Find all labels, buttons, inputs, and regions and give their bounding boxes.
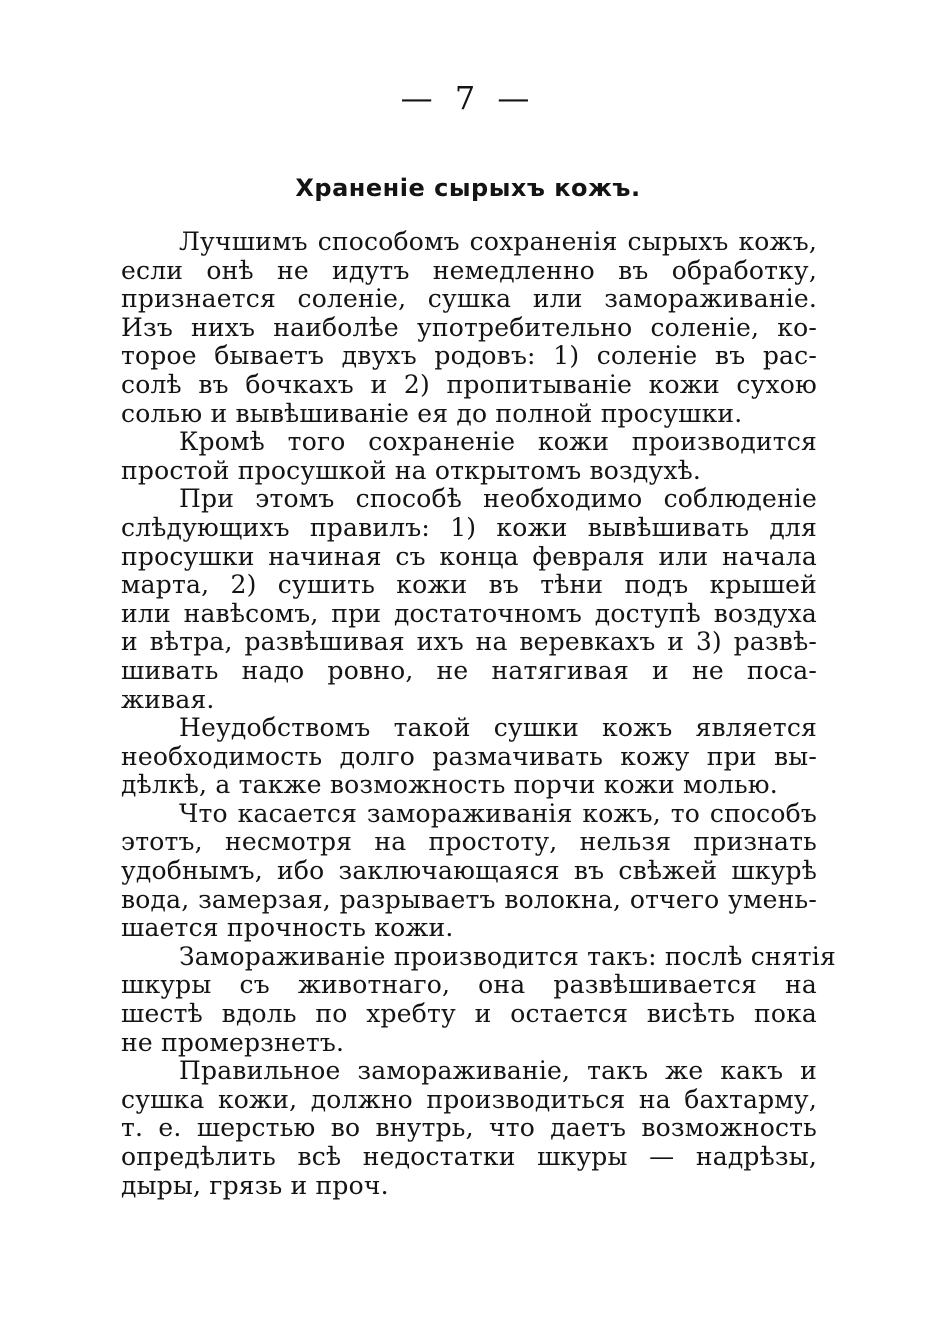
text-line: При этомъ способѣ необходимо соблюденіе [179,484,817,514]
text-line: живая. [121,684,215,714]
text-line: Правильное замораживаніе, такъ же какъ и [179,1056,817,1086]
text-line: сушка кожи, должно производиться на бахтарму, [121,1084,817,1114]
text-line: опредѣлить всѣ недостатки шкуры — надрѣзы, [121,1142,817,1171]
text-line: не промерзнетъ. [121,1027,345,1057]
text-line: Что касается замораживанія кожъ, то способъ [179,798,817,828]
text-line: Изъ нихъ наиболѣе употребительно соленіе, ко- [121,312,817,342]
text-line: этотъ, несмотря на простоту, нельзя признать [121,827,817,857]
text-line: Лучшимъ способомъ сохраненія сырыхъ кожъ, [179,227,817,256]
text-line: просушки начиная съ конца февраля или начала [121,541,817,571]
text-line: если онѣ не идутъ немедленно въ обработку, [121,255,817,285]
section-heading: Храненіе сырыхъ кожъ. [295,174,641,202]
text-line: простой просушкой на открытомъ воздухѣ. [121,455,702,485]
text-line: Кромѣ того сохраненіе кожи производится [179,427,817,457]
text-line: Неудобствомъ такой сушки кожъ является [179,713,817,743]
text-line: или навѣсомъ, при достаточномъ доступѣ воздуха [121,598,817,628]
text-line: солѣ въ бочкахъ и 2) пропитываніе кожи сухою [121,369,817,399]
body-text [121,227,836,1200]
text-line: необходимость долго размачивать кожу при вы- [121,741,817,771]
text-line: шестѣ вдоль по хребту и остается висѣть пока [121,999,817,1029]
text-line: дѣлкѣ, а также возможность порчи кожи молью. [121,770,778,800]
text-line: солью и вывѣшиваніе ея до полной просушки. [121,398,743,428]
text-line: удобнымъ, ибо заключающаяся въ свѣжей шкурѣ [121,856,817,886]
page-number: — 7 — [400,79,536,117]
text-line: марта, 2) сушить кожи въ тѣни подъ крышей [121,570,817,600]
text-line: торое бываетъ двухъ родовъ: 1) соленіе въ рас- [121,341,817,371]
text-line: дыры, грязь и проч. [121,1170,389,1200]
text-line: шается прочность кожи. [121,913,454,943]
text-line: слѣдующихъ правилъ: 1) кожи вывѣшивать для [121,512,817,542]
text-line: шкуры съ животнаго, она развѣшивается на [121,970,817,1000]
text-line: шивать надо ровно, не натягивая и не поса- [121,655,817,685]
text-line: Замораживаніе производится такъ: послѣ снятія [179,941,836,971]
text-line: вода, замерзая, разрываетъ волокна, отчего умень- [121,884,817,914]
text-line: т. е. шерстью во внутрь, что даетъ возможность [121,1113,817,1143]
text-line: и вѣтра, развѣшивая ихъ на веревкахъ и 3) развѣ- [121,627,817,657]
text-line: признается соленіе, сушка или замораживаніе. [121,284,817,314]
